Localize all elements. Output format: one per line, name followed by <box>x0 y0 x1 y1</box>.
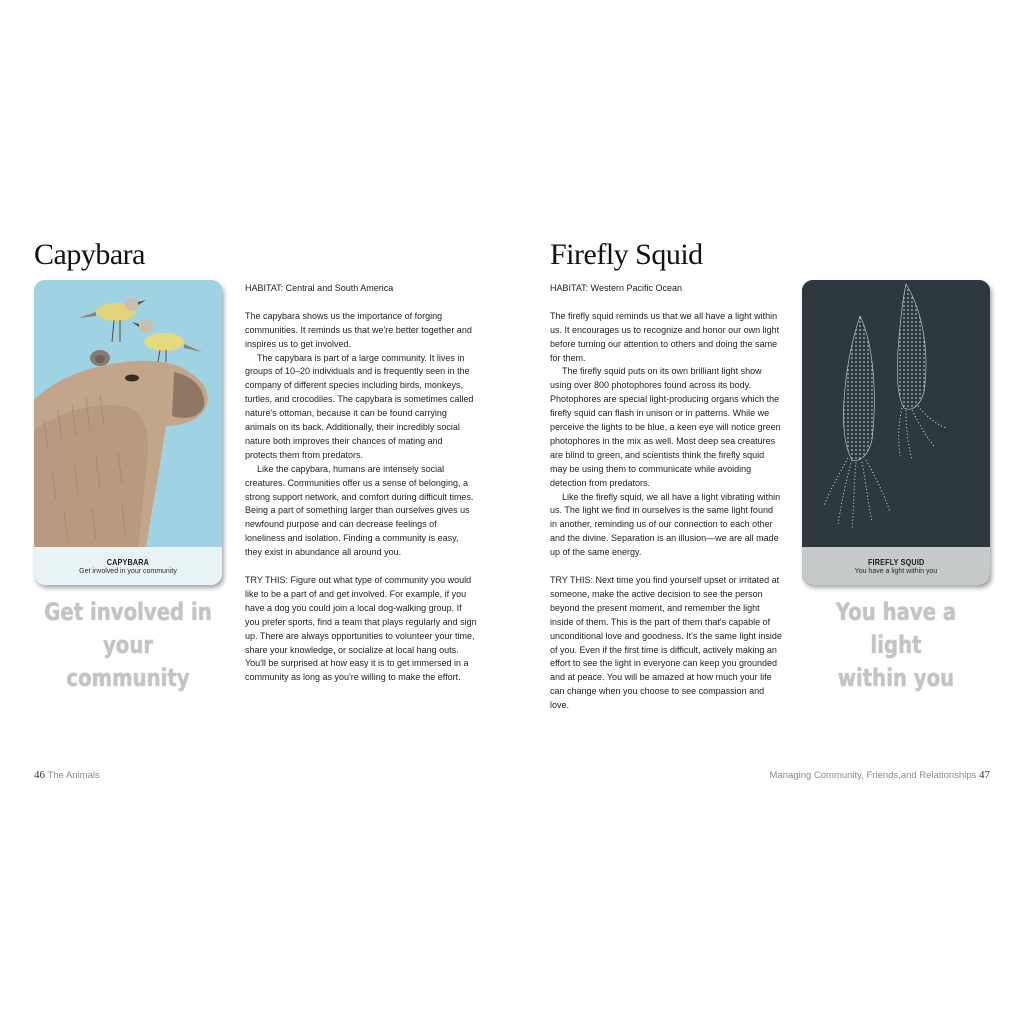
card-tagline: Get involved in your community <box>79 568 177 575</box>
card-caption <box>34 547 222 585</box>
body-text <box>550 282 782 713</box>
capybara-card <box>34 280 222 585</box>
paragraph: The capybara is part of a large community. It lives in groups of 10–20 individuals and is frequently seen in the company of different species including birds, monkeys, turtles, and crocodiles. The capybara is sometimes called nature's ottoman, because it can be found carrying animals on its back. Additionally, their incredibly social nature both improves their chances of mating and protects them from predators. <box>245 352 474 460</box>
body-text <box>245 282 477 685</box>
page-title-capybara: Capybara <box>34 238 145 271</box>
affirmation-line: You have a light <box>835 598 957 659</box>
habitat-line: HABITAT: Central and South America <box>245 283 394 293</box>
habitat-line: HABITAT: Western Pacific Ocean <box>550 283 683 293</box>
firefly-squid-card <box>802 280 990 585</box>
card-tagline: You have a light within you <box>854 568 938 575</box>
affirmation-line: community <box>66 664 190 692</box>
paragraph: The capybara shows us the importance of forging communities. It reminds us that we're better together and inspires us to get involved. <box>245 310 472 349</box>
affirmation-text <box>810 596 982 695</box>
paragraph: Like the firefly squid, we all have a light vibrating within us. The light we find in ourselves is the same light found in another, reminding us of our connection to each other and the divine. Separation is an illusion—we are all made up of the same energy. <box>550 491 781 558</box>
affirmation-line: within you <box>837 664 955 692</box>
right-page <box>512 0 1024 1024</box>
section-name: Managing Community, Friends,and Relationships <box>769 770 977 781</box>
card-caption <box>802 547 990 585</box>
affirmation-text <box>42 596 214 695</box>
page-number: 47 <box>979 769 990 781</box>
page-footer <box>34 769 100 781</box>
capybara-illustration <box>34 280 222 585</box>
affirmation-line: Get involved in your <box>44 598 212 659</box>
section-name: The Animals <box>47 770 100 781</box>
card-name: FIREFLY SQUID <box>867 557 925 567</box>
page-footer <box>770 769 990 781</box>
page-title-firefly-squid: Firefly Squid <box>550 238 703 271</box>
paragraph: The firefly squid puts on its own brilliant light show using over 800 photophores found across its body. Photophores are special light-producing organs which the firefly squid can flash in unison or in patterns. While we perceive the lights to be blue, a keen eye will notice green photophores in the mix as well. Most deep sea creatures are blind to green, and scientists think the firefly squid may be using them to communicate while avoiding detection from predators. <box>550 366 781 488</box>
paragraph: The firefly squid reminds us that we all have a light within us. It encourages us to recognize and honor our own light before turning our attention to others and doing the same for them. <box>550 310 780 363</box>
try-this-paragraph: TRY THIS: Figure out what type of community you would like to be a part of and get involved. For example, if you have a dog you could join a local dog-walking group. If you prefer sports, find a team that plays regularly and sign up. There are always opportunities to volunteer your time, share your knowledge, or socialize at local hang outs. You'll be surprised at how easy it is to get immersed in a community as long as you're willing to make the effort. <box>245 575 477 683</box>
firefly-squid-illustration <box>802 280 990 585</box>
card-name: CAPYBARA <box>106 557 150 567</box>
page-number: 46 <box>34 769 45 781</box>
paragraph: Like the capybara, humans are intensely social creatures. Communities offer us a sense of belonging, a strong support network, and comfort during difficult times. Being a part of something larger than ourselves gives us newfound purpose and can decrease feelings of loneliness and isolation. Finding a community is easy, they exist in abundance all around you. <box>245 463 474 558</box>
try-this-paragraph: TRY THIS: Next time you find yourself upset or irritated at someone, make the active decision to see the person beyond the present moment, and remember the light inside of them. This is the part of them that's capable of unconditional love and goodness. It's the same light inside of you. Even if the first time is difficult, actively making an effort to see the light in everyone can keep you grounded and at peace. You will be amazed at how much your life can change when you choose to see compassion and love. <box>550 575 782 711</box>
